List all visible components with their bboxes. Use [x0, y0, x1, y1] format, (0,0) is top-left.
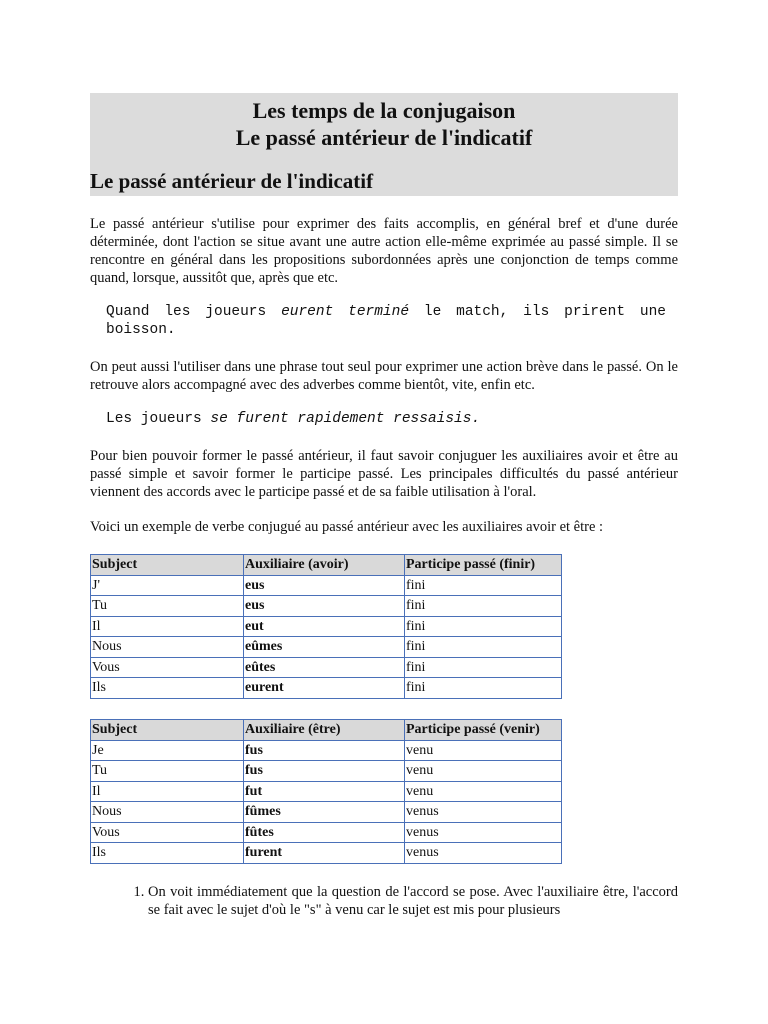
- auxiliary-cell: fûmes: [244, 802, 405, 823]
- table-row: [91, 616, 562, 637]
- subject-cell: Nous: [91, 802, 244, 823]
- notes-list: [90, 883, 678, 919]
- table-row: [91, 761, 562, 782]
- subject-cell: Ils: [91, 843, 244, 864]
- table-row: [91, 657, 562, 678]
- column-header: Participe passé (finir): [405, 555, 562, 576]
- auxiliary-cell: eus: [244, 596, 405, 617]
- auxiliary-cell: fûtes: [244, 822, 405, 843]
- auxiliary-cell: eus: [244, 575, 405, 596]
- auxiliary-cell: eurent: [244, 678, 405, 699]
- example-1-end: le match, ils prirent une boisson.: [106, 304, 666, 338]
- example-1-verb: eurent terminé: [281, 304, 410, 320]
- table-row: [91, 740, 562, 761]
- auxiliary-cell: fut: [244, 781, 405, 802]
- participle-cell: venu: [405, 740, 562, 761]
- participle-cell: venus: [405, 802, 562, 823]
- paragraph-example-intro: Voici un exemple de verbe conjugué au passé antérieur avec les auxiliaires avoir et être :: [90, 519, 604, 535]
- section-heading: Le passé antérieur de l'indicatif: [90, 169, 374, 193]
- column-header: Subject: [91, 555, 244, 576]
- subject-cell: Vous: [91, 822, 244, 843]
- title-banner: [90, 93, 678, 196]
- conjugation-table-avoir: [90, 554, 562, 699]
- table-row: [91, 596, 562, 617]
- participle-cell: fini: [405, 678, 562, 699]
- subject-cell: Nous: [91, 637, 244, 658]
- conjugation-table-etre: [90, 719, 562, 864]
- example-sentence-1: [106, 303, 666, 339]
- column-header: Auxiliaire (avoir): [244, 555, 405, 576]
- subject-cell: Tu: [91, 596, 244, 617]
- document-page: [90, 93, 678, 918]
- example-sentence-2: [106, 410, 666, 428]
- auxiliary-cell: eûtes: [244, 657, 405, 678]
- table-row: [91, 575, 562, 596]
- table-header-row: [91, 720, 562, 741]
- table-row: [91, 678, 562, 699]
- participle-cell: fini: [405, 575, 562, 596]
- column-header: Auxiliaire (être): [244, 720, 405, 741]
- paragraph-formation: Pour bien pouvoir former le passé antérieur, il faut savoir conjuguer les auxiliaires avoir et être au passé simple et savoir former le participe passé. Les principales difficultés du passé antérieur viennent des accords avec le participe passé et de sa faible utilisation à l'oral.: [90, 448, 678, 500]
- subject-cell: Vous: [91, 657, 244, 678]
- table-row: [91, 822, 562, 843]
- subject-cell: Il: [91, 781, 244, 802]
- auxiliary-cell: furent: [244, 843, 405, 864]
- auxiliary-cell: fus: [244, 761, 405, 782]
- table-row: [91, 637, 562, 658]
- example-2-start: Les joueurs: [106, 411, 211, 427]
- subject-cell: Tu: [91, 761, 244, 782]
- participle-cell: venus: [405, 843, 562, 864]
- subject-cell: Je: [91, 740, 244, 761]
- participle-cell: venu: [405, 781, 562, 802]
- auxiliary-cell: eut: [244, 616, 405, 637]
- page-title: Les temps de la conjugaison: [252, 98, 516, 123]
- table-row: [91, 781, 562, 802]
- participle-cell: venu: [405, 761, 562, 782]
- participle-cell: fini: [405, 616, 562, 637]
- subject-cell: J': [91, 575, 244, 596]
- column-header: Subject: [91, 720, 244, 741]
- paragraph-standalone: On peut aussi l'utiliser dans une phrase tout seul pour exprimer une action brève dans le passé. On le retrouve alors accompagné avec des adverbes comme bientôt, vite, enfin etc.: [90, 359, 678, 393]
- column-header: Participe passé (venir): [405, 720, 562, 741]
- participle-cell: fini: [405, 657, 562, 678]
- example-2-verb: se furent rapidement ressaisis.: [210, 411, 481, 427]
- participle-cell: fini: [405, 637, 562, 658]
- auxiliary-cell: eûmes: [244, 637, 405, 658]
- subject-cell: Il: [91, 616, 244, 637]
- participle-cell: venus: [405, 822, 562, 843]
- paragraph-usage: Le passé antérieur s'utilise pour exprimer des faits accomplis, en général bref et d'une durée déterminée, dont l'action se situe avant une autre action elle-même exprimée au passé simple. Il se rencontre en général dans les propositions subordonnées après une conjonction de temps comme quand, lorsque, aussitôt que, après que etc.: [90, 216, 678, 286]
- auxiliary-cell: fus: [244, 740, 405, 761]
- list-item: 1. On voit immédiatement que la question de l'accord se pose. Avec l'auxiliaire être, l'accord se fait avec le sujet d'où le "s" à venu car le sujet est mis pour plusieurs: [148, 883, 678, 919]
- subject-cell: Ils: [91, 678, 244, 699]
- participle-cell: fini: [405, 596, 562, 617]
- table-header-row: [91, 555, 562, 576]
- page-subtitle: Le passé antérieur de l'indicatif: [235, 125, 533, 150]
- example-1-start: Quand les joueurs: [106, 304, 282, 320]
- table-row: [91, 802, 562, 823]
- table-row: [91, 843, 562, 864]
